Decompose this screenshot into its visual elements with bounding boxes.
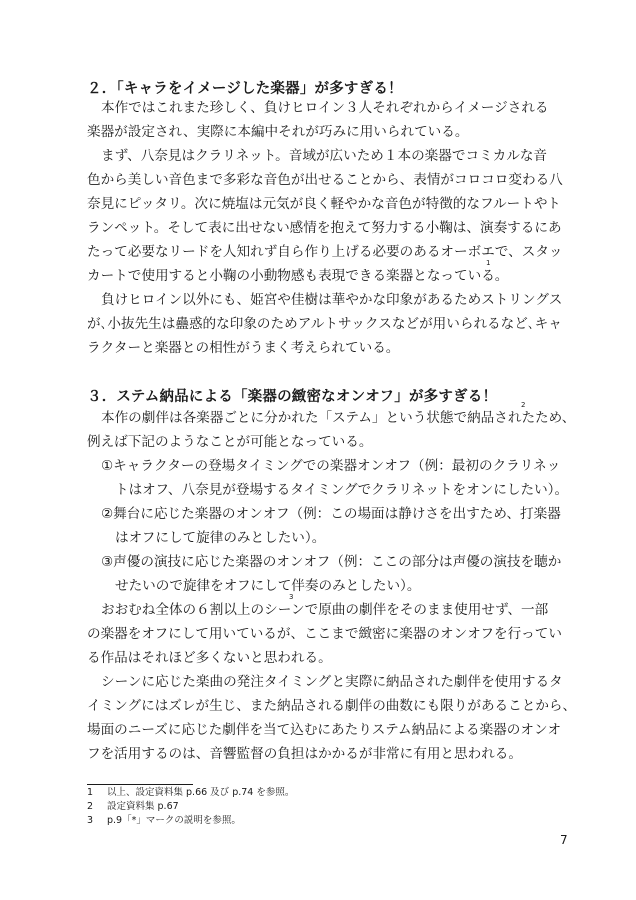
- paragraph-line: 楽器が設定され、実際に本編中それが巧みに用いられている。: [87, 124, 469, 140]
- list-item-1: ①キャラクターの登場タイミングでの楽器オンオフ（例：最初のクラリネッ: [101, 458, 561, 474]
- paragraph-line: が､小抜先生は蠱惑的な印象のためアルトサックスなどが用いられるなど､キャ: [87, 316, 562, 332]
- paragraph-line: フを活用するのは、音響監督の負担はかかるが非常に有用と思われる。: [87, 746, 522, 762]
- footnote-text: 以上、設定資料集 p.66 及び p.74 を参照。: [107, 787, 295, 798]
- footnote-rule: [87, 784, 193, 785]
- paragraph-line: る作品はそれほど多くないと思われる。: [87, 650, 332, 666]
- footnote-number: 1: [87, 787, 94, 798]
- footnote-1: [87, 787, 294, 799]
- list-item-3-cont: せたいので旋律をオフにして伴奏のみとしたい）。: [115, 578, 421, 594]
- paragraph-line: シーンに応じた楽曲の発注タイミングと実際に納品された劇伴を使用するタ: [101, 674, 563, 690]
- footnote-text: 設定資料集 p.67: [107, 801, 179, 812]
- list-item-3: ③声優の演技に応じた楽器のオンオフ（例：ここの部分は声優の演技を聴か: [101, 554, 562, 570]
- section-2-heading: ２．「キャラをイメージした楽器」が多すぎる！: [87, 81, 403, 97]
- paragraph-line: まず、八奈見はクラリネット。音域が広いため１本の楽器でコミカルな音: [101, 148, 548, 164]
- paragraph-line: 本作の劇伴は各楽器ごとに分かれた「ステム」という状態で納品されたため、: [101, 410, 576, 426]
- page-number: 7: [560, 833, 568, 847]
- paragraph-line: 例えば下記のようなことが可能となっている。: [87, 434, 373, 450]
- footnote-3: [87, 815, 241, 827]
- footnote-number: 2: [87, 801, 94, 812]
- paragraph-line: おおむね全体の６割以上のシーンで原曲の劇伴をそのまま使用せず、一部: [101, 602, 549, 618]
- paragraph-line: の楽器をオフにして用いているが、ここまで緻密に楽器のオンオフを行ってい: [87, 626, 562, 642]
- list-item-2-cont: はオフにして旋律のみとしたい）。: [115, 530, 326, 546]
- paragraph-line: イミングにはズレが生じ、また納品される劇伴の曲数にも限りがあることから、: [87, 698, 577, 714]
- paragraph-line: ラクターと楽器との相性がうまく考えられている。: [87, 340, 400, 356]
- paragraph-line: カートで使用すると小鞠の小動物感も表現できる楽器となっている。: [87, 268, 509, 284]
- footnote-2: [87, 801, 179, 813]
- footnote-number: 3: [87, 815, 94, 826]
- footnote-text: p.9「*」マークの説明を参照。: [107, 815, 241, 826]
- footnote-marker-3: 3: [289, 593, 294, 601]
- list-item-2: ②舞台に応じた楽器のオンオフ（例：この場面は静けさを出すため、打楽器: [101, 506, 561, 522]
- paragraph-line: 色から美しい音色まで多彩な音色が出せることから、表情がコロコロ変わる八: [87, 172, 563, 188]
- list-item-1-cont: トはオフ、八奈見が登場するタイミングでクラリネットをオンにしたい）。: [115, 482, 569, 498]
- paragraph-line: たって必要なリードを人知れず自ら作り上げる必要のあるオーボエで、スタッ: [87, 244, 563, 260]
- paragraph-line: ランペット。そして表に出せない感情を抱えて努力する小鞠は、演奏するにあ: [87, 220, 562, 236]
- paragraph-line: 負けヒロイン以外にも、姫宮や佳樹は華やかな印象があるためストリングス: [101, 292, 563, 308]
- section-3-heading: ３．ステム納品による「楽器の緻密なオンオフ」が多すぎる！: [87, 389, 498, 405]
- footnote-marker-1: 1: [486, 259, 491, 267]
- footnote-marker-2: 2: [521, 401, 526, 409]
- paragraph-line: 奈見にピッタリ。次に焼塩は元気が良く軽やかな音色が特徴的なフルートやト: [87, 196, 561, 212]
- paragraph-line: 場面のニーズに応じた劇伴を当て込むにあたりステム納品による楽器のオンオ: [87, 722, 562, 738]
- paragraph-line: 本作ではこれまた珍しく、負けヒロイン３人それぞれからイメージされる: [101, 100, 549, 116]
